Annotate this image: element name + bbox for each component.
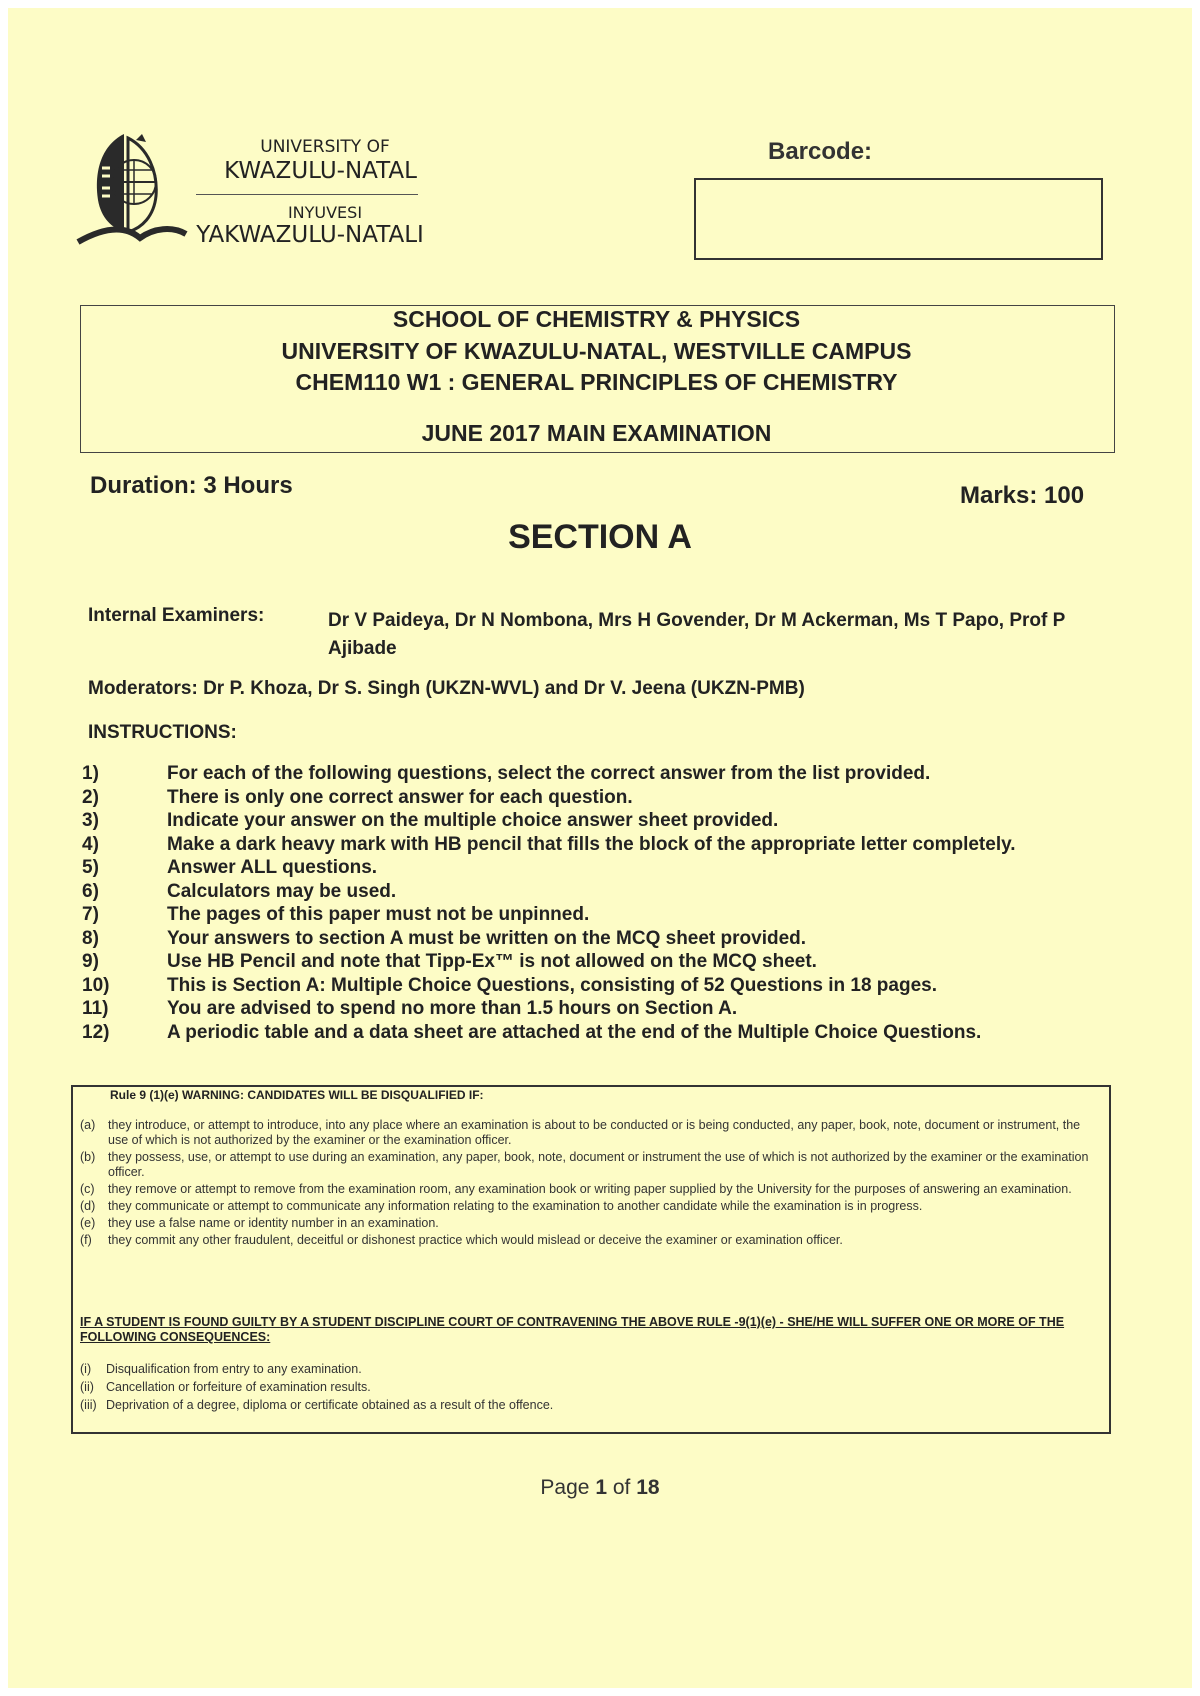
consequences-heading: IF A STUDENT IS FOUND GUILTY BY A STUDENT DISCIPLINE COURT OF CONTRAVENING THE ABOVE RULE -9(1)(e) - SHE/HE WILL SUFFER ONE OR MORE OF THE FOLLOWING CONSEQUENCES:: [80, 1315, 1065, 1344]
rule-items-list: [80, 1118, 1090, 1250]
list-item: 10) This is Section A: Multiple Choice Questions, consisting of 52 Questions in 18 pages.: [82, 974, 937, 996]
examiners-label: Internal Examiners:: [88, 605, 265, 626]
rule-warning-title: Rule 9 (1)(e) WARNING: CANDIDATES WILL BE DISQUALIFIED IF:: [110, 1088, 484, 1102]
barcode-box: [694, 178, 1103, 260]
page-total: 18: [636, 1476, 660, 1499]
barcode-label: Barcode:: [768, 138, 873, 165]
logo-divider: [196, 194, 418, 195]
logo-inyuvesi: INYUVESI: [287, 203, 363, 222]
examiners-names: Dr V Paideya, Dr N Nombona, Mrs H Govender, Dr M Ackerman, Ms T Papo, Prof P Ajibade: [328, 610, 1065, 659]
instructions-list: [82, 762, 1102, 1044]
marks: Marks: 100: [960, 482, 1085, 509]
page-word: Page: [540, 1476, 590, 1499]
logo-kwazulu-natal: KWAZULU-NATAL: [224, 158, 417, 184]
list-item: (a) they introduce, or attempt to introduce, into any place where an examination is about to be conducted or is being conducted, any paper, book, note, document or instrument, the use of which is not authorized by the examiner or the examination officer.: [80, 1118, 1081, 1147]
list-item: (ii) Cancellation or forfeiture of examination results.: [80, 1380, 371, 1394]
duration: Duration: 3 Hours: [90, 472, 293, 499]
list-item: (c) they remove or attempt to remove from the examination room, any examination book or writing paper supplied by the University for the purposes of answering an examination.: [80, 1182, 1072, 1196]
list-item: (iii) Deprivation of a degree, diploma or certificate obtained as a result of the offence.: [80, 1398, 554, 1412]
page-current: 1: [595, 1476, 607, 1499]
list-item: 12) A periodic table and a data sheet are attached at the end of the Multiple Choice Questions.: [82, 1021, 982, 1043]
list-item: (i) Disqualification from entry to any examination.: [80, 1362, 362, 1376]
list-item: 2) There is only one correct answer for each question.: [82, 786, 633, 808]
school-name: SCHOOL OF CHEMISTRY & PHYSICS: [392, 306, 801, 332]
list-item: 11) You are advised to spend no more than 1.5 hours on Section A.: [82, 998, 738, 1019]
page-of-word: of: [612, 1476, 631, 1499]
list-item: (d) they communicate or attempt to communicate any information relating to the examination to another candidate while the examination is in progress.: [80, 1199, 923, 1213]
course-title: CHEM110 W1 : GENERAL PRINCIPLES OF CHEMISTRY: [295, 369, 898, 395]
list-item: 4) Make a dark heavy mark with HB pencil that fills the block of the appropriate letter completely.: [82, 833, 1016, 855]
list-item: 3) Indicate your answer on the multiple choice answer sheet provided.: [82, 810, 779, 831]
logo-university-of: UNIVERSITY OF: [260, 137, 390, 157]
list-item: (b) they possess, use, or attempt to use during an examination, any paper, book, note, document or instrument the use of which is not authorized by the examiner or the examination officer.: [80, 1150, 1089, 1179]
logo-yakwazulu-natali: YAKWAZULU-NATALI: [196, 222, 424, 248]
list-item: 1) For each of the following questions, select the correct answer from the list provided.: [82, 763, 931, 784]
campus-name: UNIVERSITY OF KWAZULU-NATAL, WESTVILLE CAMPUS: [281, 338, 912, 364]
consequences-list: [80, 1360, 1080, 1414]
list-item: 9) Use HB Pencil and note that Tipp-Ex™ is not allowed on the MCQ sheet.: [82, 951, 817, 972]
list-item: 5) Answer ALL questions.: [82, 857, 378, 878]
list-item: 6) Calculators may be used.: [82, 880, 397, 902]
page-number: [0, 1476, 1200, 1500]
list-item: 7) The pages of this paper must not be unpinned.: [82, 904, 590, 925]
section-title: SECTION A: [508, 518, 692, 556]
list-item: (e) they use a false name or identity number in an examination.: [80, 1216, 439, 1230]
instructions-heading: INSTRUCTIONS:: [88, 722, 237, 743]
university-logo-icon: [76, 130, 188, 258]
exam-title: JUNE 2017 MAIN EXAMINATION: [421, 420, 772, 446]
moderators: Moderators: Dr P. Khoza, Dr S. Singh (UKZN-WVL) and Dr V. Jeena (UKZN-PMB): [88, 678, 805, 699]
list-item: (f) they commit any other fraudulent, deceitful or dishonest practice which would mislead or deceive the examiner or examination officer.: [80, 1233, 843, 1247]
list-item: 8) Your answers to section A must be written on the MCQ sheet provided.: [82, 927, 807, 949]
